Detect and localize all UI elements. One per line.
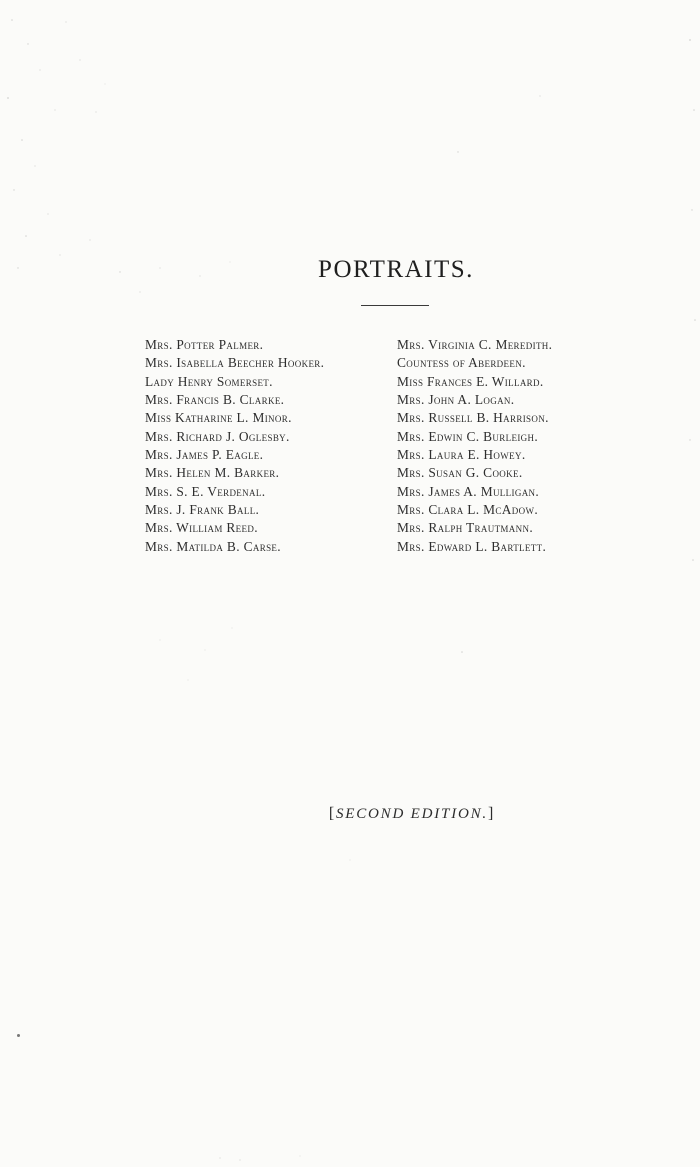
portrait-entry: Mrs. Susan G. Cooke. bbox=[397, 465, 523, 481]
portrait-entry: Mrs. James A. Mulligan. bbox=[397, 483, 540, 499]
edition-bracket-close: ] bbox=[488, 805, 496, 822]
portrait-entry: Mrs. Russell B. Harrison. bbox=[397, 410, 549, 426]
edition-bracket-open: [ bbox=[328, 805, 336, 822]
portrait-entry: Mrs. J. Frank Ball. bbox=[145, 502, 260, 518]
portrait-entry: Mrs. Edwin C. Burleigh. bbox=[397, 428, 539, 444]
edition-note bbox=[62, 805, 700, 823]
portrait-entry: Mrs. S. E. Verdenal. bbox=[145, 483, 266, 499]
portraits-column-right bbox=[397, 336, 552, 556]
portrait-entry: Lady Henry Somerset. bbox=[145, 373, 273, 389]
portrait-entry: Countess of Aberdeen. bbox=[397, 355, 526, 371]
margin-mark bbox=[17, 1034, 20, 1037]
title-underline-rule bbox=[361, 305, 429, 306]
portrait-entry: Mrs. James P. Eagle. bbox=[145, 447, 264, 463]
portrait-entry: Mrs. Clara L. McAdow. bbox=[397, 502, 539, 518]
portrait-entry: Mrs. Ralph Trautmann. bbox=[397, 520, 534, 536]
portrait-entry: Mrs. Helen M. Barker. bbox=[145, 465, 280, 481]
portrait-entry: Mrs. Edward L. Bartlett. bbox=[397, 538, 547, 554]
portrait-entry: Mrs. Laura E. Howey. bbox=[397, 447, 526, 463]
portrait-entry: Miss Katharine L. Minor. bbox=[145, 410, 292, 426]
portrait-entry: Mrs. Isabella Beecher Hooker. bbox=[145, 355, 325, 371]
portrait-entry: Mrs. John A. Logan. bbox=[397, 392, 515, 408]
portrait-entry: Miss Frances E. Willard. bbox=[397, 373, 544, 389]
portrait-entry: Mrs. Potter Palmer. bbox=[145, 337, 264, 352]
portrait-entry: Mrs. Virginia C. Meredith. bbox=[397, 337, 553, 352]
portraits-column-left bbox=[145, 336, 324, 556]
portrait-entry: Mrs. Francis B. Clarke. bbox=[145, 392, 285, 408]
portrait-entry: Mrs. Matilda B. Carse. bbox=[145, 538, 281, 554]
page-title: PORTRAITS. bbox=[318, 256, 474, 283]
portrait-entry: Mrs. Richard J. Oglesby. bbox=[145, 428, 290, 444]
edition-text: SECOND EDITION. bbox=[335, 806, 488, 822]
portrait-entry: Mrs. William Reed. bbox=[145, 520, 258, 536]
